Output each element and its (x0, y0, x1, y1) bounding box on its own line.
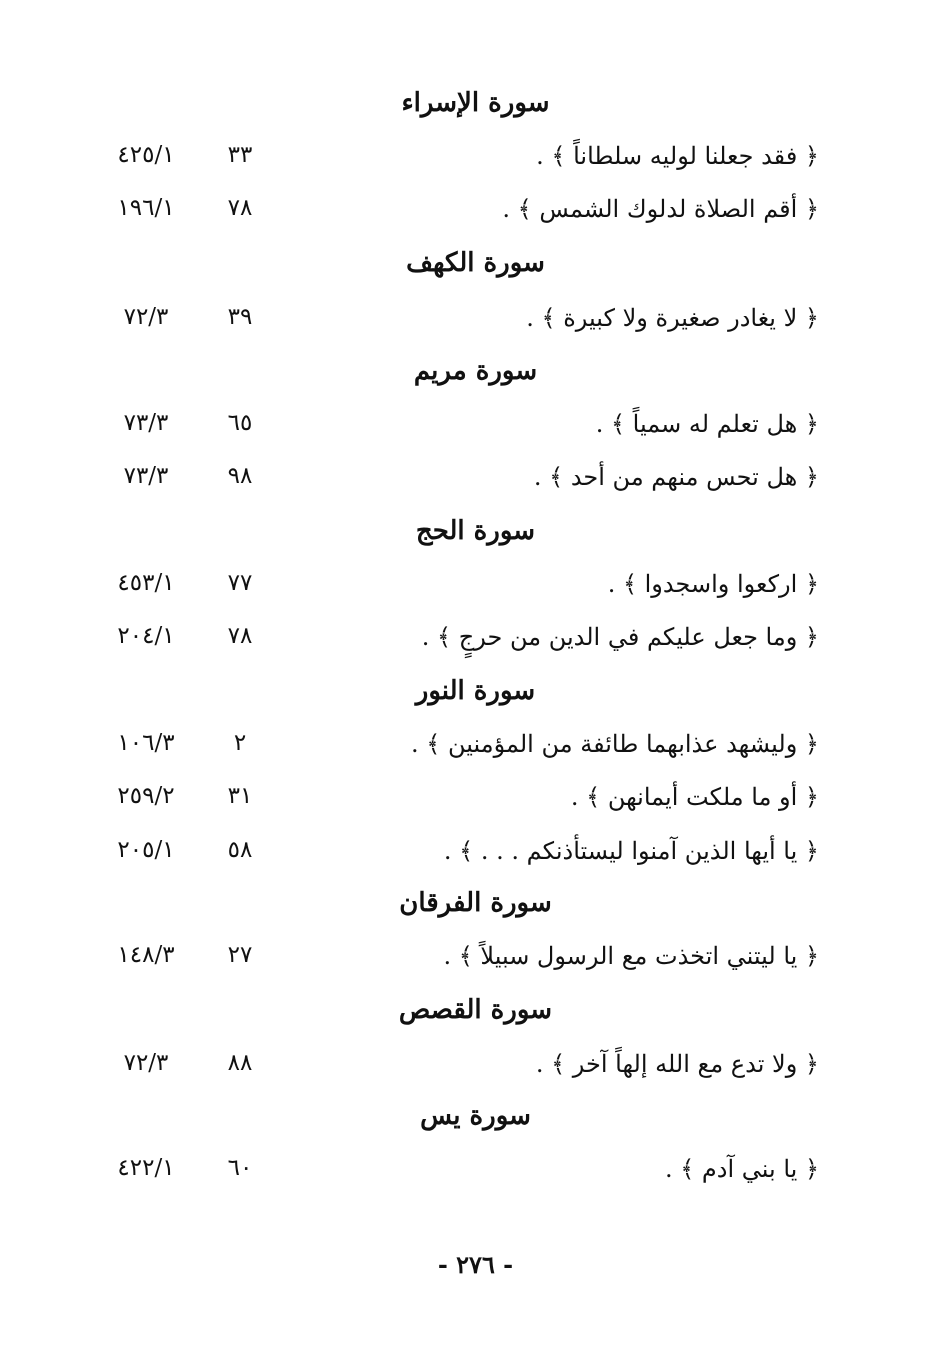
volume-page-reference: ٤٢٥/١ (117, 142, 175, 168)
verse-row (0, 837, 951, 877)
page-number: - ٢٧٦ - (437, 1250, 514, 1279)
verse-text: ﴿ هل تعلم له سمياً ﴾ . (595, 410, 819, 438)
verse-number: ٥٨ (227, 837, 253, 863)
verse-text: ﴿ فقد جعلنا لوليه سلطاناً ﴾ . (536, 142, 819, 170)
verse-row (0, 623, 951, 663)
verse-number: ٢ (233, 730, 247, 756)
verse-text: ﴿ يا بني آدم ﴾ . (664, 1155, 819, 1183)
volume-page-reference: ١٩٦/١ (117, 195, 175, 221)
verse-text: ﴿ يا أيها الذين آمنوا ليستأذنكم . . . ﴾ . (443, 837, 819, 865)
verse-row (0, 304, 951, 344)
surah-heading: سورة الكهف (406, 248, 545, 278)
verse-number: ٢٧ (227, 942, 253, 968)
verse-row (0, 195, 951, 235)
verse-row (0, 410, 951, 450)
verse-number: ٣١ (227, 783, 253, 809)
surah-heading: سورة مريم (413, 356, 538, 386)
surah-heading: سورة النور (415, 676, 536, 706)
volume-page-reference: ١٤٨/٣ (117, 942, 175, 968)
volume-page-reference: ٤٥٣/١ (117, 570, 175, 596)
volume-page-reference: ٧٣/٣ (123, 463, 169, 489)
verse-row (0, 783, 951, 823)
verse-text: ﴿ وليشهد عذابهما طائفة من المؤمنين ﴾ . (411, 730, 819, 758)
verse-row (0, 142, 951, 182)
verse-text: ﴿ ولا تدع مع الله إلهاً آخر ﴾ . (535, 1050, 819, 1078)
verse-text: ﴿ يا ليتني اتخذت مع الرسول سبيلاً ﴾ . (443, 942, 819, 970)
verse-number: ٩٨ (227, 463, 253, 489)
surah-heading: سورة الحج (415, 516, 536, 546)
volume-page-reference: ٧٣/٣ (123, 410, 169, 436)
verse-text: ﴿ أقم الصلاة لدلوك الشمس ﴾ . (502, 195, 819, 223)
verse-row (0, 463, 951, 503)
surah-heading: سورة الفرقان (399, 888, 552, 918)
volume-page-reference: ٢٠٥/١ (117, 837, 175, 863)
verse-number: ٨٨ (227, 1050, 253, 1076)
surah-heading: سورة الإسراء (401, 88, 550, 118)
verse-text: ﴿ هل تحس منهم من أحد ﴾ . (533, 463, 819, 491)
verse-row (0, 730, 951, 770)
verse-number: ٦٠ (227, 1155, 253, 1181)
surah-heading: سورة القصص (398, 995, 553, 1025)
verse-row (0, 570, 951, 610)
verse-row (0, 1050, 951, 1090)
verse-row (0, 1155, 951, 1195)
verse-number: ٧٨ (227, 623, 253, 649)
verse-row (0, 942, 951, 982)
verse-number: ٧٨ (227, 195, 253, 221)
volume-page-reference: ٢٠٤/١ (117, 623, 175, 649)
verse-text: ﴿ أو ما ملكت أيمانهن ﴾ . (570, 783, 819, 811)
volume-page-reference: ٤٢٢/١ (117, 1155, 175, 1181)
volume-page-reference: ٧٢/٣ (123, 1050, 169, 1076)
surah-heading: سورة يس (420, 1101, 531, 1131)
verse-text: ﴿ لا يغادر صغيرة ولا كبيرة ﴾ . (526, 304, 819, 332)
verse-text: ﴿ وما جعل عليكم في الدين من حرجٍ ﴾ . (421, 623, 819, 651)
volume-page-reference: ٢٥٩/٢ (117, 783, 175, 809)
verse-number: ٦٥ (227, 410, 253, 436)
volume-page-reference: ٧٢/٣ (123, 304, 169, 330)
volume-page-reference: ١٠٦/٣ (117, 730, 175, 756)
verse-number: ٧٧ (227, 570, 253, 596)
verse-number: ٣٩ (227, 304, 253, 330)
verse-number: ٣٣ (227, 142, 253, 168)
verse-text: ﴿ اركعوا واسجدوا ﴾ . (607, 570, 819, 598)
